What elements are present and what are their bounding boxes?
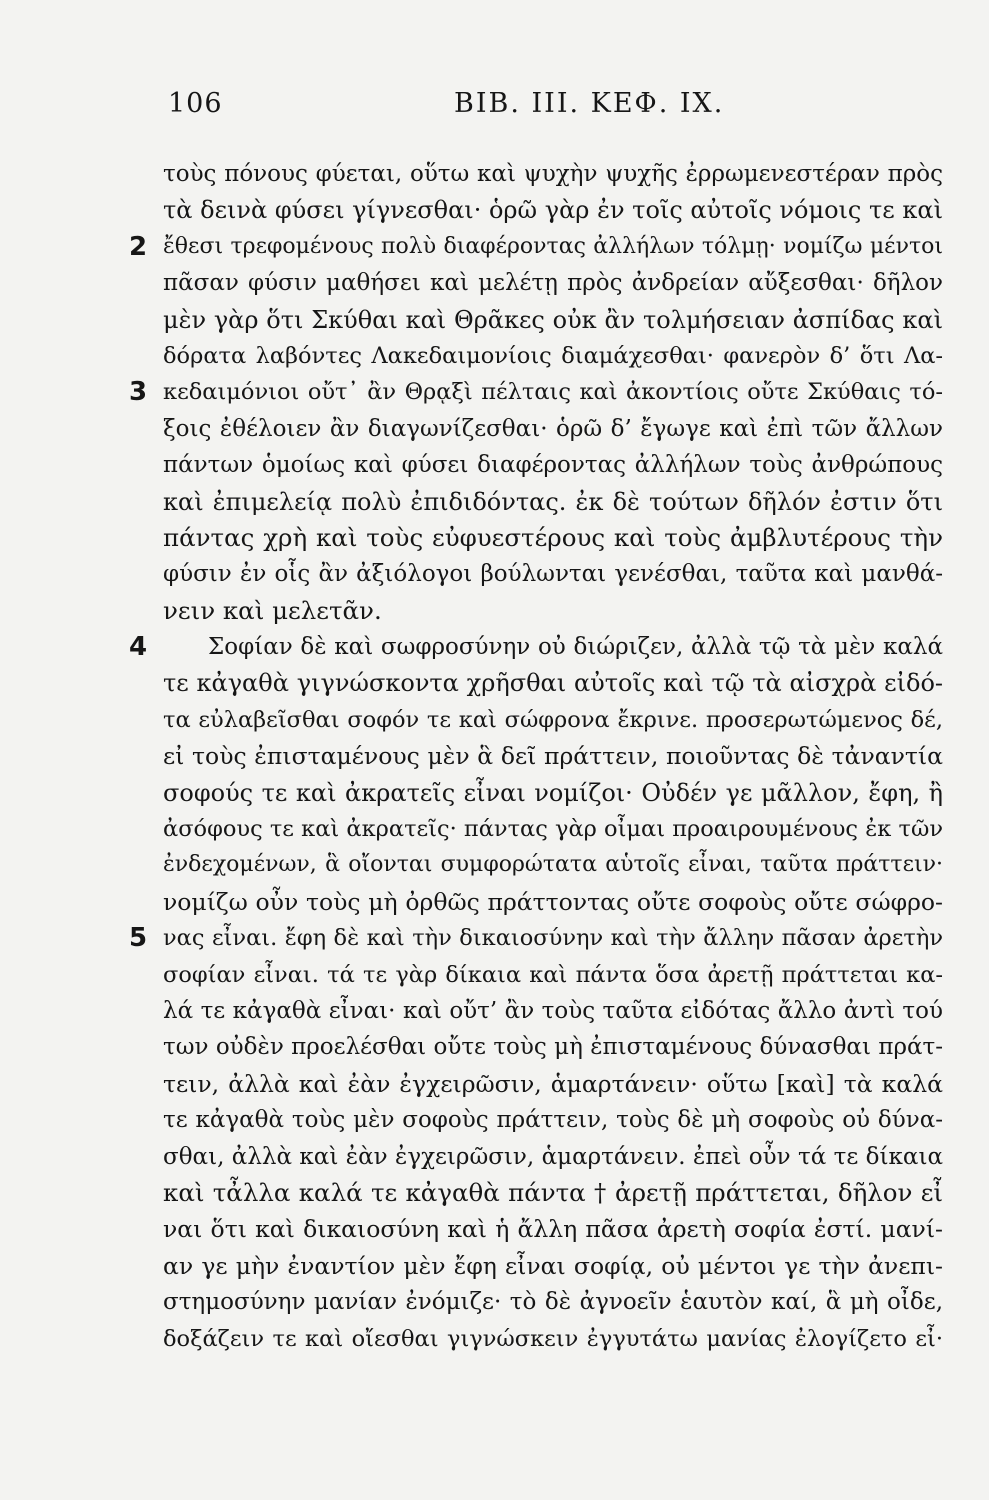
line-text: ναι ὅτι καὶ δικαιοσύνη καὶ ἡ ἄλλη πᾶσα ἀρετὴ σοφία ἐστί. μανί- xyxy=(163,1215,943,1244)
text-line xyxy=(163,738,943,774)
line-text: τὰ δεινὰ φύσει γίγνεσθαι· ὁρῶ γὰρ ἐν τοῖς αὐτοῖς νόμοις τε καὶ xyxy=(163,196,943,225)
line-text: δοξάζειν τε καὶ οἴεσθαι γιγνώσκειν ἐγγυτάτω μανίας ἐλογίζετο εἶ· xyxy=(163,1325,943,1352)
line-text: ξοις ἐθέλοιεν ἂν διαγωνίζεσθαι· ὁρῶ δ’ ἔγωγε καὶ ἐπὶ τῶν ἄλλων xyxy=(163,415,943,442)
line-text: ἔθεσι τρεφομένους πολὺ διαφέροντας ἀλλήλων τόλμῃ· νομίζω μέντοι xyxy=(163,233,943,259)
line-text: στημοσύνην μανίαν ἐνόμιζε· τὸ δὲ ἀγνοεῖν ἑαυτὸν καί, ἃ μὴ οἶδε, xyxy=(163,1289,943,1316)
line-text: ἐνδεχομένων, ἃ οἴονται συμφορώτατα αὑτοῖς εἶναι, ταῦτα πράττειν· xyxy=(163,852,943,878)
section-number: 5 xyxy=(129,923,148,954)
line-text: τα εὐλαβεῖσθαι σοφόν τε καὶ σώφρονα ἔκρινε. προσερωτώμενος δέ, xyxy=(163,706,943,733)
line-text: τε κἀγαθὰ τοὺς μὲν σοφοὺς πράττειν, τοὺς δὲ μὴ σοφοὺς οὐ δύνα- xyxy=(163,1107,943,1134)
text-line xyxy=(163,884,943,920)
text-line xyxy=(163,957,943,993)
line-text: λά τε κἀγαθὰ εἶναι· καὶ οὔτ’ ἂν τοὺς ταῦτα εἰδότας ἄλλο ἀντὶ τού xyxy=(163,997,943,1024)
text-line xyxy=(163,1139,943,1175)
line-text: τοὺς πόνους φύεται, οὕτω καὶ ψυχὴν ψυχῆς ἐρρωμενεστέραν πρὸς xyxy=(163,161,943,187)
line-text: νομίζω οὖν τοὺς μὴ ὀρθῶς πράττοντας οὔτε σοφοὺς οὔτε σώφρο- xyxy=(163,887,943,916)
text-line xyxy=(163,447,943,483)
page-number: 106 xyxy=(168,88,223,119)
line-text: Σοφίαν δὲ καὶ σωφροσύνην οὐ διώριζεν, ἀλλὰ τῷ τὰ μὲν καλά xyxy=(208,634,943,661)
running-title: ΒΙΒ. ΙΙΙ. ΚΕΦ. ΙΧ. xyxy=(454,88,725,119)
line-text: ἀσόφους τε καὶ ἀκρατεῖς· πάντας γὰρ οἶμαι προαιρουμένους ἐκ τῶν xyxy=(163,816,943,843)
section-number: 3 xyxy=(129,377,148,408)
text-line xyxy=(163,811,943,847)
line-text: εἰ τοὺς ἐπισταμένους μὲν ἃ δεῖ πράττειν, ποιοῦντας δὲ τἀναντία xyxy=(163,742,943,771)
line-text: νειν καὶ μελετᾶν. xyxy=(163,595,382,625)
text-line xyxy=(163,1321,943,1357)
line-text: καὶ ἐπιμελείᾳ πολὺ ἐπιδιδόντας. ἐκ δὲ τούτων δῆλόν ἐστιν ὅτι xyxy=(163,487,943,516)
running-head xyxy=(168,88,928,124)
text-line xyxy=(163,847,943,883)
text-line xyxy=(163,192,943,228)
text-line xyxy=(163,1029,943,1065)
text-line xyxy=(163,993,943,1029)
text-line xyxy=(129,229,943,265)
line-text: κεδαιμόνιοι οὔτ᾽ ἂν Θρᾳξὶ πέλταις καὶ ἀκοντίοις οὔτε Σκύθαις τό- xyxy=(163,379,943,406)
line-text: καὶ τἆλλα καλά τε κἀγαθὰ πάντα † ἀρετῇ πράττεται, δῆλον εἶ xyxy=(163,1177,943,1207)
text-line xyxy=(163,775,943,811)
text-line xyxy=(163,1102,943,1138)
text-line xyxy=(163,1211,943,1247)
text-line xyxy=(163,156,943,192)
section-number: 4 xyxy=(129,632,148,663)
line-text: σθαι, ἀλλὰ καὶ ἐὰν ἐγχειρῶσιν, ἁμαρτάνειν. ἐπεὶ οὖν τά τε δίκαια xyxy=(163,1143,943,1170)
text-line xyxy=(163,338,943,374)
text-line xyxy=(163,411,943,447)
line-text: τειν, ἀλλὰ καὶ ἐὰν ἐγχειρῶσιν, ἁμαρτάνειν· οὕτω [καὶ] τὰ καλά xyxy=(163,1069,943,1098)
text-line xyxy=(163,1175,943,1211)
text-line xyxy=(163,1284,943,1320)
line-text: φύσιν ἐν οἷς ἂν ἀξιόλογοι βούλωνται γενέσθαι, ταῦτα καὶ μανθά- xyxy=(163,561,943,588)
line-text: των οὐδὲν προελέσθαι οὔτε τοὺς μὴ ἐπισταμένους δύνασθαι πράτ- xyxy=(163,1034,943,1061)
line-text: σοφίαν εἶναι. τά τε γὰρ δίκαια καὶ πάντα ὅσα ἀρετῇ πράττεται κα- xyxy=(163,961,943,988)
text-line xyxy=(163,520,943,556)
text-line xyxy=(163,265,943,301)
text-line xyxy=(163,665,943,701)
text-line xyxy=(163,484,943,520)
line-text: πάντων ὁμοίως καὶ φύσει διαφέροντας ἀλλήλων τοὺς ἀνθρώπους xyxy=(163,452,943,479)
line-text: αν γε μὴν ἐναντίον μὲν ἔφη εἶναι σοφίᾳ, οὐ μέντοι γε τὴν ἀνεπι- xyxy=(163,1251,943,1280)
line-text: πάντας χρὴ καὶ τοὺς εὐφυεστέρους καὶ τοὺς ἀμβλυτέρους τὴν xyxy=(163,522,943,552)
text-line xyxy=(129,374,943,410)
line-text: τε κἀγαθὰ γιγνώσκοντα χρῆσθαι αὐτοῖς καὶ τῷ τὰ αἰσχρὰ εἰδό- xyxy=(163,669,943,698)
text-line xyxy=(163,1248,943,1284)
line-text: πᾶσαν φύσιν μαθήσει καὶ μελέτῃ πρὸς ἀνδρείαν αὔξεσθαι· δῆλον xyxy=(163,270,943,297)
text-line xyxy=(129,920,943,956)
section-number: 2 xyxy=(129,231,148,262)
line-text: νας εἶναι. ἔφη δὲ καὶ τὴν δικαιοσύνην καὶ τὴν ἄλλην πᾶσαν ἀρετὴν xyxy=(163,925,943,952)
line-text: μὲν γὰρ ὅτι Σκύθαι καὶ Θρᾶκες οὐκ ἂν τολμήσειαν ἀσπίδας καὶ xyxy=(163,305,943,334)
text-line xyxy=(163,593,943,629)
text-line xyxy=(163,556,943,592)
text-line xyxy=(163,302,943,338)
text-line xyxy=(163,1066,943,1102)
line-text: δόρατα λαβόντες Λακεδαιμονίοις διαμάχεσθαι· φανερὸν δ’ ὅτι Λα- xyxy=(163,342,943,369)
line-text: σοφούς τε καὶ ἀκρατεῖς εἶναι νομίζοι· Οὐδέν γε μᾶλλον, ἔφη, ἢ xyxy=(163,778,943,807)
text-line xyxy=(129,629,943,665)
text-line xyxy=(163,702,943,738)
body-text xyxy=(129,156,943,1357)
